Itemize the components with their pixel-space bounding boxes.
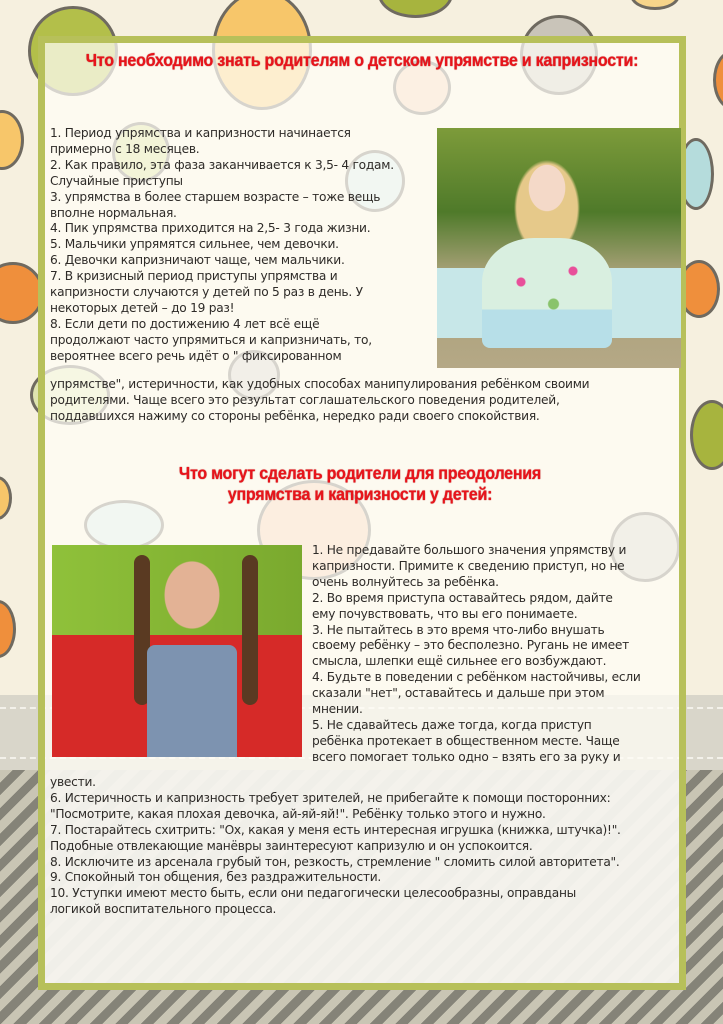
photo-girl-sitting-icon [437, 128, 681, 368]
list-line: своему ребёнку – это бесполезно. Ругань не имеет [312, 638, 629, 653]
list-line: 1. Период упрямства и капризности начинается [50, 126, 351, 140]
list-line: 9. Спокойный тон общения, без раздражительности. [50, 870, 382, 885]
decor-circle [713, 50, 723, 110]
list-line: 6. Девочки капризничают чаще, чем мальчики. [50, 253, 345, 268]
list-line: мнении. [312, 702, 363, 717]
list-line: 2. Во время приступа оставайтесь рядом, дайте [312, 590, 613, 605]
section2-list [312, 543, 684, 766]
list-line: поддавшихся нажиму со стороны ребёнка, нередко ради своего спокойствия. [50, 408, 540, 423]
list-line: всего помогает только одно – взять его за руку и [312, 749, 621, 764]
list-line: Подобные отвлекающие манёвры заинтересуют капризулю и он успокоится. [50, 838, 533, 853]
list-line: сказали "нет", оставайтесь и дальше при этом [312, 686, 605, 701]
list-line: вероятнее всего речь идёт о " фиксированном [50, 348, 342, 363]
section2-title [167, 463, 553, 505]
list-line: 7. В кризисный период приступы упрямства и [50, 269, 338, 284]
section1-title: Что необходимо знать родителям о детском упрямстве и капризности: [85, 50, 639, 70]
list-line: 1. Не предавайте большого значения упрямству и [312, 543, 627, 557]
list-line: смысла, шлепки ещё сильнее его возбуждают. [312, 654, 607, 669]
list-line: логикой воспитательного процесса. [50, 902, 277, 917]
list-line: 3. упрямства в более старшем возрасте – тоже вещь [50, 189, 381, 204]
list-line: упрямстве", истеричности, как удобных способах манипулирования ребёнком своими [50, 377, 590, 391]
section1-list [50, 126, 435, 365]
list-line: 8. Исключите из арсенала грубый тон, резкость, стремление " сломить силой авторитета". [50, 854, 620, 869]
list-line: 4. Пик упрямства приходится на 2,5- 3 года жизни. [50, 221, 371, 236]
list-line: очень волнуйтесь за ребёнка. [312, 574, 499, 589]
list-line: 2. Как правило, эта фаза заканчивается к 3,5- 4 годам. [50, 157, 394, 172]
section2-title-line2: упрямства и капризности у детей: [227, 484, 493, 504]
braid-shape [242, 555, 258, 705]
photo-girl-braids-icon [52, 545, 302, 757]
list-line: 3. Не пытайтесь в это время что-либо внушать [312, 622, 605, 637]
dress-shape [482, 238, 612, 348]
decor-circle [0, 600, 16, 658]
list-line: 6. Истеричность и капризность требует зрителей, не прибегайте к помощи посторонних: [50, 790, 611, 805]
section1-continued [50, 377, 680, 425]
list-line: 5. Не сдавайтесь даже тогда, когда приступ [312, 717, 592, 732]
list-line: капризности случаются у детей по 5 раз в день. У [50, 285, 363, 300]
list-line: увести. [50, 775, 96, 789]
list-line: 10. Уступки имеют место быть, если они педагогически целесообразны, оправданы [50, 886, 577, 901]
decor-circle [378, 0, 453, 18]
list-line: 8. Если дети по достижению 4 лет всё ещё [50, 316, 320, 331]
list-line: Случайные приступы [50, 173, 183, 188]
list-line: 5. Мальчики упрямятся сильнее, чем девочки. [50, 237, 339, 252]
decor-circle [0, 110, 24, 170]
decor-circle [0, 476, 12, 520]
list-line: 4. Будьте в поведении с ребёнком настойчивы, если [312, 670, 641, 685]
list-line: продолжают часто упрямиться и капризничать, то, [50, 332, 372, 347]
list-line: примерно с 18 месяцев. [50, 141, 200, 156]
overalls-shape [147, 645, 237, 757]
list-line: 7. Постарайтесь схитрить: "Ох, какая у меня есть интересная игрушка (книжка, штучка)!". [50, 822, 621, 837]
list-line: капризности. Примите к сведению приступ, но не [312, 558, 625, 573]
list-line: некоторых детей – до 19 раз! [50, 300, 235, 315]
list-line: ребёнка протекает в общественном месте. Чаще [312, 733, 620, 748]
decor-circle [690, 400, 723, 470]
list-line: родителями. Чаще всего это результат соглашательского поведения родителей, [50, 392, 560, 407]
decor-circle [630, 0, 680, 10]
section2-continued [50, 775, 682, 918]
list-line: вполне нормальная. [50, 205, 177, 220]
list-line: "Посмотрите, какая плохая девочка, ай-яй-яй!". Ребёнку только этого и нужно. [50, 806, 546, 821]
section2-title-line1: Что могут сделать родители для преодоления [178, 463, 542, 483]
list-line: ему почувствовать, что вы его понимаете. [312, 606, 578, 621]
